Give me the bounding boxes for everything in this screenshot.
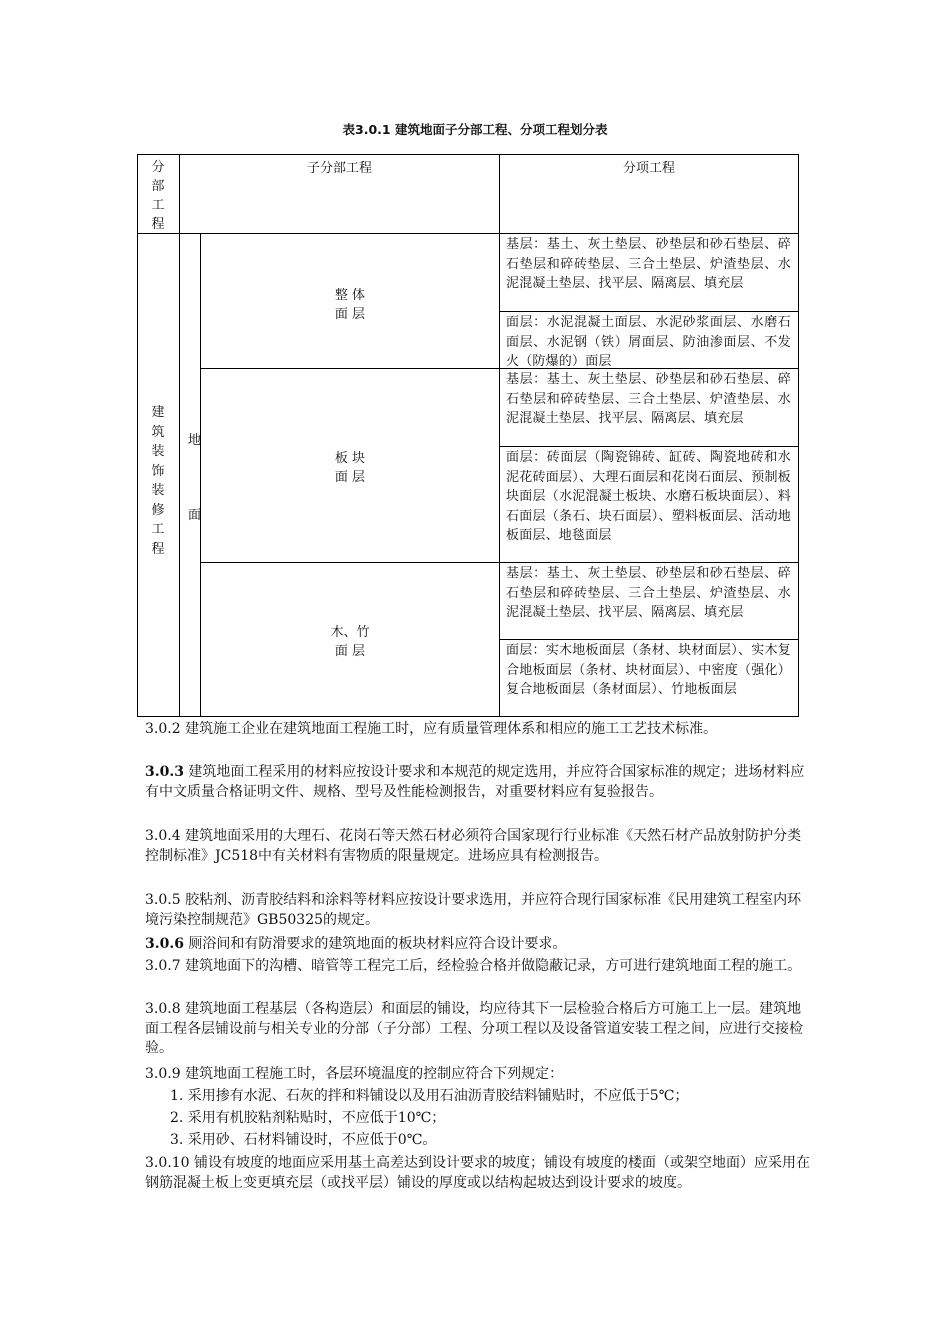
paragraph bbox=[145, 720, 810, 740]
row-line-2a bbox=[499, 446, 799, 447]
clause-number: 3.0.3 bbox=[145, 764, 184, 780]
header-sub-division: 子分部工程 bbox=[306, 161, 372, 176]
row-line-1a bbox=[499, 311, 799, 312]
group-name-line1: 整 体 bbox=[334, 288, 366, 303]
table-title: 表3.0.1 建筑地面子分部工程、分项工程划分表 bbox=[342, 122, 608, 137]
paragraph bbox=[145, 1000, 810, 1059]
group-name-line1: 木、竹 bbox=[330, 625, 370, 640]
clause-number: 3.0.10 bbox=[145, 1155, 190, 1171]
clause-number: 3.0.6 bbox=[145, 936, 184, 952]
clause-number: 3.0.8 bbox=[145, 1001, 181, 1017]
clause-text: 建筑地面工程采用的材料应按设计要求和本规范的规定选用，并应符合国家标准的规定；进场材料应有中文质量合格证明文件、规格、型号及性能检测报告，对重要材料应有复验报告。 bbox=[145, 764, 805, 800]
clause-text: 胶粘剂、沥青胶结料和涂料等材料应按设计要求选用，并应符合现行国家标准《民用建筑工程室内环境污染控制规范》GB50325的规定。 bbox=[145, 892, 802, 928]
sub-division-char-2: 面 bbox=[188, 508, 202, 523]
clause-number: 3.0.5 bbox=[145, 892, 181, 908]
paragraph bbox=[145, 1154, 810, 1193]
col-line-1 bbox=[179, 154, 180, 717]
list-item: 2. 采用有机胶粘剂粘贴时，不应低于10℃； bbox=[170, 1110, 446, 1126]
clause-number: 3.0.7 bbox=[145, 958, 181, 974]
clause-number: 3.0.4 bbox=[145, 828, 181, 844]
item-text: 基层：基土、灰土垫层、砂垫层和砂石垫层、碎石垫层和碎砖垫层、三合土垫层、炉渣垫层、水泥混凝土垫层、找平层、隔离层、填充层 bbox=[506, 372, 791, 426]
table-border-top bbox=[137, 154, 799, 155]
header-division: 分部工程 bbox=[151, 160, 165, 232]
list-item: 1. 采用掺有水泥、石灰的拌和料铺设以及用石油沥青胶结料铺贴时，不应低于5℃； bbox=[170, 1088, 689, 1104]
col-line-3 bbox=[499, 154, 500, 717]
clause-text: 建筑地面工程基层（各构造层）和面层的铺设，均应待其下一层检验合格后方可施工上一层。建筑地面工程各层铺设前与相关专业的分部（子分部）工程、分项工程以及设备管道安装工程之间，应进行交接检验。 bbox=[145, 1001, 803, 1056]
paragraph bbox=[145, 827, 810, 866]
paragraph bbox=[145, 1065, 810, 1085]
paragraph bbox=[145, 763, 810, 802]
item-text: 面层：实木地板面层（条材、块材面层）、实木复合地板面层（条材、块材面层）、中密度（强化）复合地板面层（条材面层）、竹地板面层 bbox=[506, 643, 791, 697]
division-name: 建筑装饰装修工程 bbox=[151, 405, 165, 557]
paragraph bbox=[145, 935, 810, 955]
header-items: 分项工程 bbox=[622, 161, 675, 176]
header-bottom-line bbox=[137, 233, 799, 234]
clause-number: 3.0.2 bbox=[145, 721, 181, 737]
group-name-line1: 板 块 bbox=[334, 451, 366, 466]
list-item: 3. 采用砂、石材料铺设时，不应低于0℃。 bbox=[170, 1132, 437, 1148]
paragraph bbox=[145, 891, 810, 930]
division-table bbox=[137, 154, 799, 717]
clause-text: 建筑地面采用的大理石、花岗石等天然石材必须符合国家现行行业标准《天然石材产品放射防护分类控制标准》JC518中有关材料有害物质的限量规定。进场应具有检测报告。 bbox=[145, 828, 802, 864]
sub-division-char-1: 地 bbox=[188, 433, 202, 448]
paragraph bbox=[145, 957, 810, 977]
item-text: 基层：基土、灰土垫层、砂垫层和砂石垫层、碎石垫层和碎砖垫层、三合土垫层、炉渣垫层、水泥混凝土垫层、找平层、隔离层、填充层 bbox=[506, 237, 791, 291]
item-text: 面层：砖面层（陶瓷锦砖、缸砖、陶瓷地砖和水泥花砖面层）、大理石面层和花岗石面层、预制板块面层（水泥混凝土板块、水磨石板块面层）、料石面层（条石、块石面层）、塑料板面层、活动地板面层、地毯面层 bbox=[506, 450, 791, 543]
clause-text: 铺设有坡度的地面应采用基土高差达到设计要求的坡度；铺设有坡度的楼面（或架空地面）应采用在钢筋混凝土板上变更填充层（或找平层）铺设的厚度或以结构起坡达到设计要求的坡度。 bbox=[145, 1155, 810, 1191]
item-text: 面层：水泥混凝土面层、水泥砂浆面层、水磨石面层、水泥钢（铁）屑面层、防油渗面层、不发火（防爆的）面层 bbox=[506, 315, 791, 369]
clause-text: 厕浴间和有防滑要求的建筑地面的板块材料应符合设计要求。 bbox=[183, 936, 567, 952]
group-name-line2: 面 层 bbox=[334, 307, 366, 322]
table-border-left bbox=[137, 154, 138, 717]
clause-text: 建筑施工企业在建筑地面工程施工时，应有质量管理体系和相应的施工工艺技术标准。 bbox=[180, 721, 718, 737]
item-text: 基层：基土、灰土垫层、砂垫层和砂石垫层、碎石垫层和碎砖垫层、三合土垫层、炉渣垫层、水泥混凝土垫层、找平层、隔离层、填充层 bbox=[506, 566, 791, 620]
clause-number: 3.0.9 bbox=[145, 1066, 181, 1082]
group-name-line2: 面 层 bbox=[334, 644, 366, 659]
table-border-right bbox=[798, 154, 799, 717]
clause-text: 建筑地面下的沟槽、暗管等工程完工后，经检验合格并做隐蔽记录，方可进行建筑地面工程的施工。 bbox=[180, 958, 802, 974]
clause-text: 建筑地面工程施工时，各层环境温度的控制应符合下列规定： bbox=[180, 1066, 564, 1082]
group-name-line2: 面 层 bbox=[334, 470, 366, 485]
table-border-bottom bbox=[137, 716, 799, 717]
